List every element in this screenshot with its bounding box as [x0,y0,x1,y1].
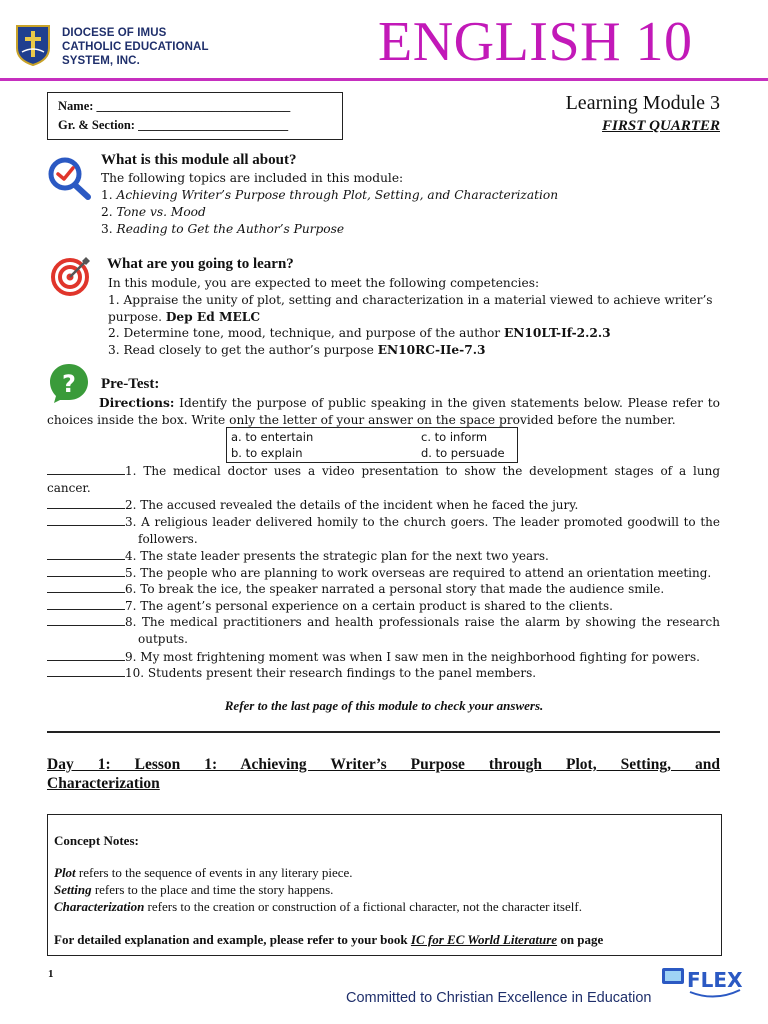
competency-3 [108,342,485,359]
topic-num: 3. [101,222,117,236]
answer-blank[interactable] [47,614,125,626]
test-item [47,565,720,582]
term: Characterization [54,899,145,914]
pretest-directions [47,395,720,412]
item-number: 10. [125,666,145,680]
item-text: The agent’s personal experience on a certain product is shared to the clients. [140,599,613,613]
name-field[interactable]: Name: _______________________________ [58,99,291,113]
test-item [47,649,720,666]
topic-item [101,221,344,238]
magnifier-check-icon [46,156,92,200]
about-intro: The following topics are included in this module: [101,171,404,185]
reference-text-end: on page [560,932,604,947]
section-divider [47,731,720,733]
org-line-2: CATHOLIC EDUCATIONAL [62,41,209,53]
topic-text: Achieving Writer’s Purpose through Plot, Setting, and Characterization [116,188,559,202]
concept-reference [54,932,603,948]
directions-text: Identify the purpose of public speaking in the given statements below. Please refer to [179,396,720,410]
competency-2 [108,325,611,342]
test-item [47,497,720,514]
org-line-3: SYSTEM, INC. [62,55,140,67]
item-text: The accused revealed the details of the incident when he faced the jury. [140,498,579,512]
header-divider [0,78,768,81]
module-title: Learning Module 3 [565,92,720,114]
item-text: My most frightening moment was when I saw men in the neighborhood fighting for powers. [140,650,700,664]
organization-name [62,26,209,68]
item-text-cont: followers. [138,532,198,546]
concept-setting [54,882,333,898]
concept-characterization [54,899,582,915]
book-title: IC for EC World Literature [410,932,558,947]
item-text: Students present their research findings to the panel members. [147,666,537,680]
item-text: The people who are planning to work overseas are required to attend an orientation meeting. [140,566,712,580]
flex-logo-text: FLEX [687,968,743,992]
item-text-cont: outputs. [138,632,188,646]
item-text: The state leader presents the strategic plan for the next two years. [140,549,549,563]
competency-2-text: 2. Determine tone, mood, technique, and purpose of the author [108,326,501,340]
topic-item [101,204,206,221]
test-item [47,598,720,615]
topic-num: 1. [101,188,117,202]
learn-intro: In this module, you are expected to meet the following competencies: [108,276,540,290]
answer-blank[interactable] [47,598,125,610]
item-number: 3. [125,515,137,529]
item-number: 6. [125,582,137,596]
answer-blank[interactable] [47,649,125,661]
diocese-logo-icon [13,22,53,66]
choice-a: a. to entertain [231,430,314,444]
org-line-1: DIOCESE OF IMUS [62,27,167,39]
concept-plot [54,865,353,881]
quarter-label: FIRST QUARTER [602,118,720,134]
flex-logo-icon [660,958,744,1008]
choice-c: c. to inform [421,430,488,444]
term: Setting [54,882,92,897]
test-item [47,614,720,631]
item-text: The medical doctor uses a video presentation to show the development stages of a lung [143,464,720,478]
test-item [47,463,720,480]
pretest-heading: Pre-Test: [101,376,160,392]
competency-code: EN10LT-If-2.2.3 [504,326,611,340]
competency-1-text: purpose. [108,310,162,324]
item-text: A religious leader delivered homily to the church goers. The leader promoted goodwill to the [141,515,720,529]
competency-code: Dep Ed MELC [165,310,261,324]
answer-blank[interactable] [47,548,125,560]
topic-text: Tone vs. Mood [116,205,206,219]
item-number: 5. [125,566,137,580]
answer-blank[interactable] [47,514,125,526]
item-number: 7. [125,599,137,613]
topic-text: Reading to Get the Author’s Purpose [116,222,345,236]
term: Plot [54,865,76,880]
item-number: 2. [125,498,137,512]
item-number: 4. [125,549,137,563]
item-number: 9. [125,650,137,664]
definition: refers to the sequence of events in any literary piece. [78,865,353,880]
test-item [47,514,720,531]
page-number: 1 [48,968,54,980]
definition: refers to the creation or construction of a fictional character, not the character itself. [147,899,582,914]
competency-1-cont [108,309,260,326]
answer-blank[interactable] [47,665,125,677]
section-field[interactable]: Gr. & Section: ________________________ [58,118,289,132]
definition: refers to the place and time the story happens. [94,882,334,897]
item-number: 8. [125,615,137,629]
item-text: To break the ice, the speaker narrated a personal story that made the audience smile. [140,582,665,596]
item-number: 1. [125,464,137,478]
concept-heading: Concept Notes: [54,833,139,848]
competency-1: 1. Appraise the unity of plot, setting and characterization in a material viewed to achieve writer’s [108,293,713,307]
learn-heading: What are you going to learn? [107,256,294,272]
topic-num: 2. [101,205,117,219]
test-item [47,548,720,565]
choice-b: b. to explain [231,446,303,460]
competency-code: EN10RC-IIe-7.3 [377,343,486,357]
directions-label: Directions: [99,396,175,410]
about-heading: What is this module all about? [101,152,297,168]
test-item [47,581,720,598]
directions-text-cont: choices inside the box. Write only the letter of your answer on the space provided before the number. [47,413,676,427]
answer-blank[interactable] [47,581,125,593]
item-text-cont: cancer. [47,481,91,495]
competency-3-text: 3. Read closely to get the author’s purpose [108,343,374,357]
choice-d: d. to persuade [421,446,505,460]
svg-text:?: ? [62,370,76,398]
answer-blank[interactable] [47,463,125,475]
test-item [47,665,720,682]
concept-notes-box [47,814,722,956]
student-info-box [47,92,343,140]
choices-box [226,427,518,463]
reference-text: For detailed explanation and example, please refer to your book [54,932,408,947]
answer-blank[interactable] [47,497,125,509]
target-icon [50,255,92,297]
subject-title: ENGLISH 10 [378,11,693,73]
lesson-title-cont: Characterization [47,775,160,792]
answer-key-note: Refer to the last page of this module to check your answers. [224,698,544,713]
topic-item [101,187,558,204]
lesson-title: Day 1: Lesson 1: Achieving Writer’s Purpose through Plot, Setting, and [47,756,720,773]
item-text: The medical practitioners and health professionals raise the alarm by showing the research [141,615,720,629]
answer-blank[interactable] [47,565,125,577]
footer-tagline: Committed to Christian Excellence in Education [346,990,652,1006]
